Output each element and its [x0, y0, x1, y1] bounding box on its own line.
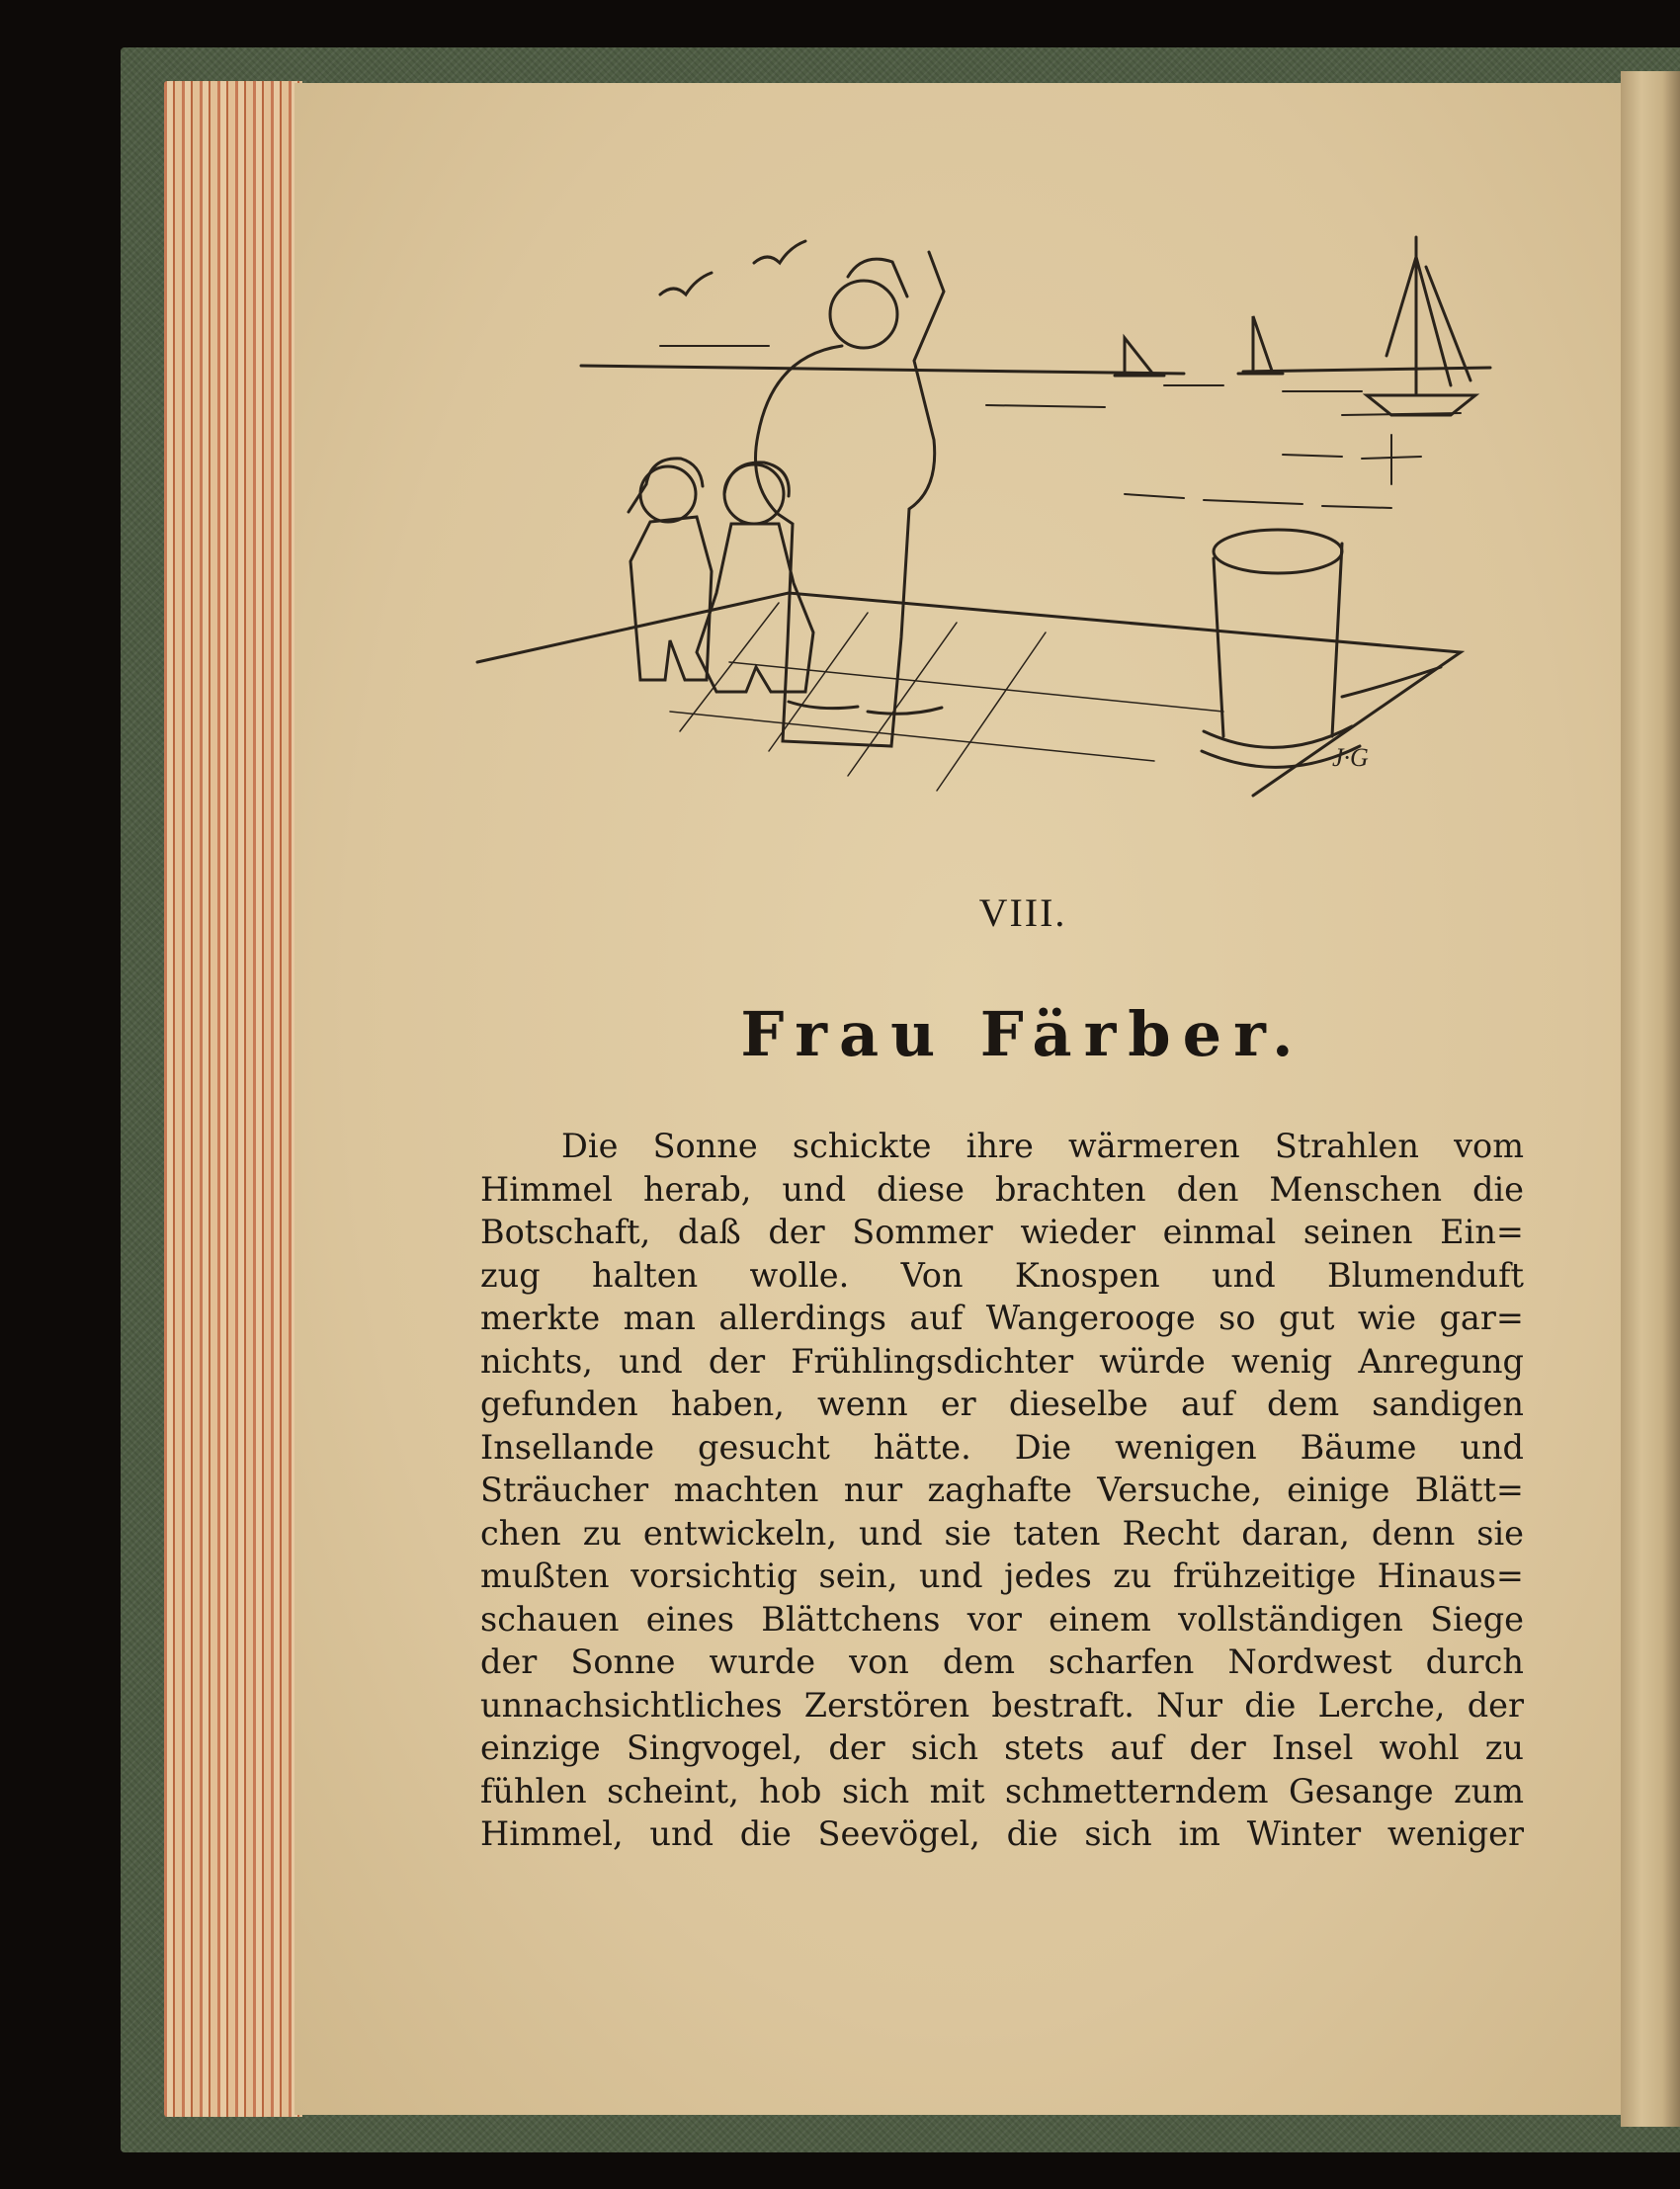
body-line: Die Sonne schickte ihre wärmeren Strahlen vom: [561, 1127, 1524, 1165]
body-line: fühlen scheint, hob sich mit schmetterndem Gesange zum: [480, 1771, 1524, 1810]
body-line: Himmel herab, und diese brachten den Menschen die: [480, 1169, 1524, 1209]
body-line: der Sonne wurde von dem scharfen Nordwest durch: [480, 1642, 1524, 1681]
body-line: nichts, und der Frühlingsdichter würde wenig Anregung: [480, 1341, 1524, 1381]
body-line: Insellande gesucht hätte. Die wenigen Bäume und: [480, 1427, 1524, 1467]
body-line: einzige Singvogel, der sich stets auf der Insel wohl zu: [480, 1728, 1524, 1767]
page-edges: [164, 81, 302, 2117]
harbor-illustration: [472, 198, 1510, 810]
body-line: Sträucher machten nur zaghafte Versuche, einige Blätt=: [480, 1471, 1524, 1509]
body-line: Himmel, und die Seevögel, die sich im Winter weniger: [480, 1814, 1524, 1853]
chapter-body: [480, 1125, 1524, 1856]
body-line: unnachsichtliches Zerstören bestraft. Nur die Lerche, der: [480, 1685, 1524, 1725]
body-line: gefunden haben, wenn er dieselbe auf dem sandigen: [480, 1385, 1524, 1423]
body-line: merkte man allerdings auf Wangerooge so gut wie gar=: [480, 1299, 1524, 1337]
page-gutter: [1621, 71, 1680, 2127]
body-line: mußten vorsichtig sein, und jedes zu frühzeitige Hinaus=: [480, 1557, 1524, 1595]
body-line: zug halten wolle. Von Knospen und Blumenduft: [480, 1255, 1524, 1295]
chapter-number: VIII.: [978, 890, 1067, 935]
chapter-title: Frau Färber.: [740, 998, 1305, 1070]
illustration-lines: [477, 237, 1490, 796]
body-line: schauen eines Blättchens vor einem vollständigen Siege: [480, 1599, 1524, 1639]
illustrator-signature: J·G: [1332, 743, 1369, 772]
body-line: chen zu entwickeln, und sie taten Recht daran, denn sie: [480, 1513, 1524, 1553]
body-line: Botschaft, daß der Sommer wieder einmal seinen Ein=: [480, 1213, 1524, 1251]
